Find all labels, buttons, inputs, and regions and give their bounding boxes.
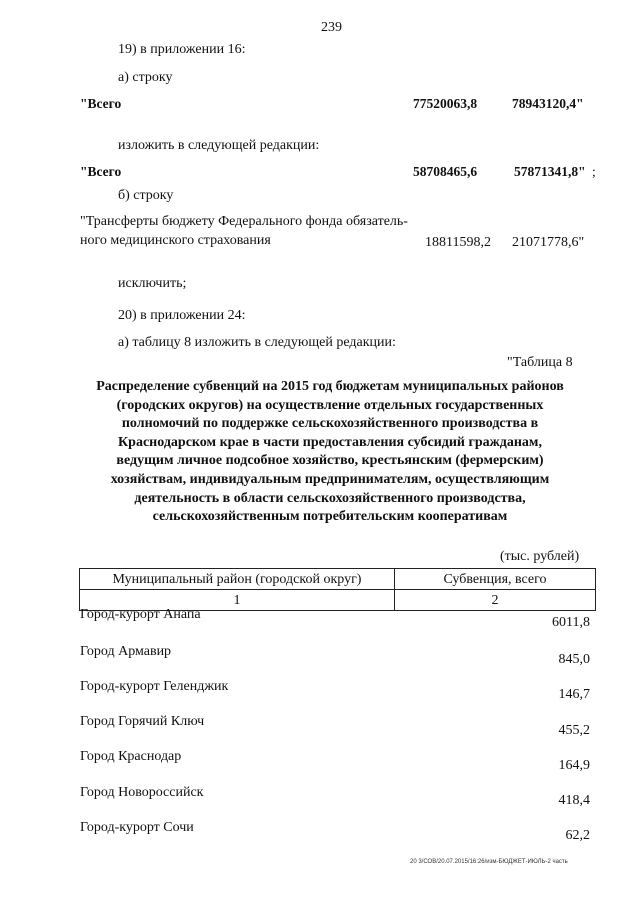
footer-doc-ref: 20 3/СОВ/20.07.2015/16:26/изм-БЮДЖЕТ-ИЮЛЬ-2 часть <box>410 859 568 865</box>
title-line: сельскохозяйственным потребительским кооперативам <box>152 509 508 525</box>
row-value: 6011,8 <box>552 615 590 630</box>
transfer-value-1: 18811598,2 <box>425 235 491 250</box>
units-label: (тыс. рублей) <box>500 549 580 564</box>
row-name: Город Краснодар <box>80 749 182 764</box>
transfer-line-1: "Трансферты бюджету Федерального фонда обязатель- <box>80 214 408 229</box>
row-name: Город-курорт Анапа <box>80 607 201 622</box>
row-value: 62,2 <box>565 828 590 843</box>
sub-item-a: а) строку <box>118 70 173 85</box>
new-total-value-1: 58708465,6 <box>413 164 478 179</box>
row-name: Город Новороссийск <box>80 785 204 800</box>
replace-instruction: изложить в следующей редакции: <box>118 138 320 153</box>
title-line: полномочий по поддержке сельскохозяйственного производства в <box>121 416 539 432</box>
row-value: 845,0 <box>558 652 590 667</box>
title-line: Краснодарском крае в части предоставления субсидий гражданам, <box>118 434 542 450</box>
row-value: 455,2 <box>558 723 590 738</box>
title-line: хозяйствам, индивидуальным предпринимателям, осуществляющим <box>110 471 550 487</box>
transfer-line-2: ного медицинского страхования <box>80 233 271 248</box>
page-number: 239 <box>321 20 342 35</box>
header-subvention: Субвенция, всего <box>395 569 596 590</box>
new-total-suffix: ; <box>592 164 596 179</box>
header-district: Муниципальный район (городской округ) <box>80 569 395 590</box>
old-total-value-1: 77520063,8 <box>413 96 478 111</box>
table-title <box>60 378 600 527</box>
title-line: ведущим личное подсобное хозяйство, крестьянским (фермерским) <box>116 453 544 469</box>
col-number-2: 2 <box>395 590 596 611</box>
row-value: 418,4 <box>558 793 590 808</box>
item-20: 20) в приложении 24: <box>118 308 246 323</box>
item-19: 19) в приложении 16: <box>118 42 246 57</box>
row-name: Город-курорт Сочи <box>80 820 194 835</box>
table-label: "Таблица 8 <box>507 355 573 370</box>
exclude-instruction: исключить; <box>118 276 187 291</box>
new-total-label: "Всего <box>80 164 122 179</box>
row-name: Город Армавир <box>80 644 172 659</box>
col-number-1: 1 <box>80 590 395 611</box>
table-header <box>79 568 596 611</box>
row-value: 164,9 <box>558 758 590 773</box>
old-total-value-2: 78943120,4" <box>512 96 584 111</box>
row-value: 146,7 <box>558 687 590 702</box>
sub-item-b: б) строку <box>118 188 174 203</box>
old-total-label: "Всего <box>80 96 122 111</box>
transfer-value-2: 21071778,6" <box>512 235 585 250</box>
sub-item-a2: а) таблицу 8 изложить в следующей редакции: <box>118 335 396 350</box>
title-line: (городских округов) на осуществление отдельных государственных <box>116 397 544 413</box>
title-line: Распределение субвенций на 2015 год бюджетам муниципальных районов <box>96 379 564 394</box>
row-name: Город-курорт Геленджик <box>80 679 229 694</box>
new-total-value-2: 57871341,8" <box>514 164 586 179</box>
row-name: Город Горячий Ключ <box>80 714 205 729</box>
title-line: деятельность в области сельскохозяйственного производства, <box>134 490 526 506</box>
